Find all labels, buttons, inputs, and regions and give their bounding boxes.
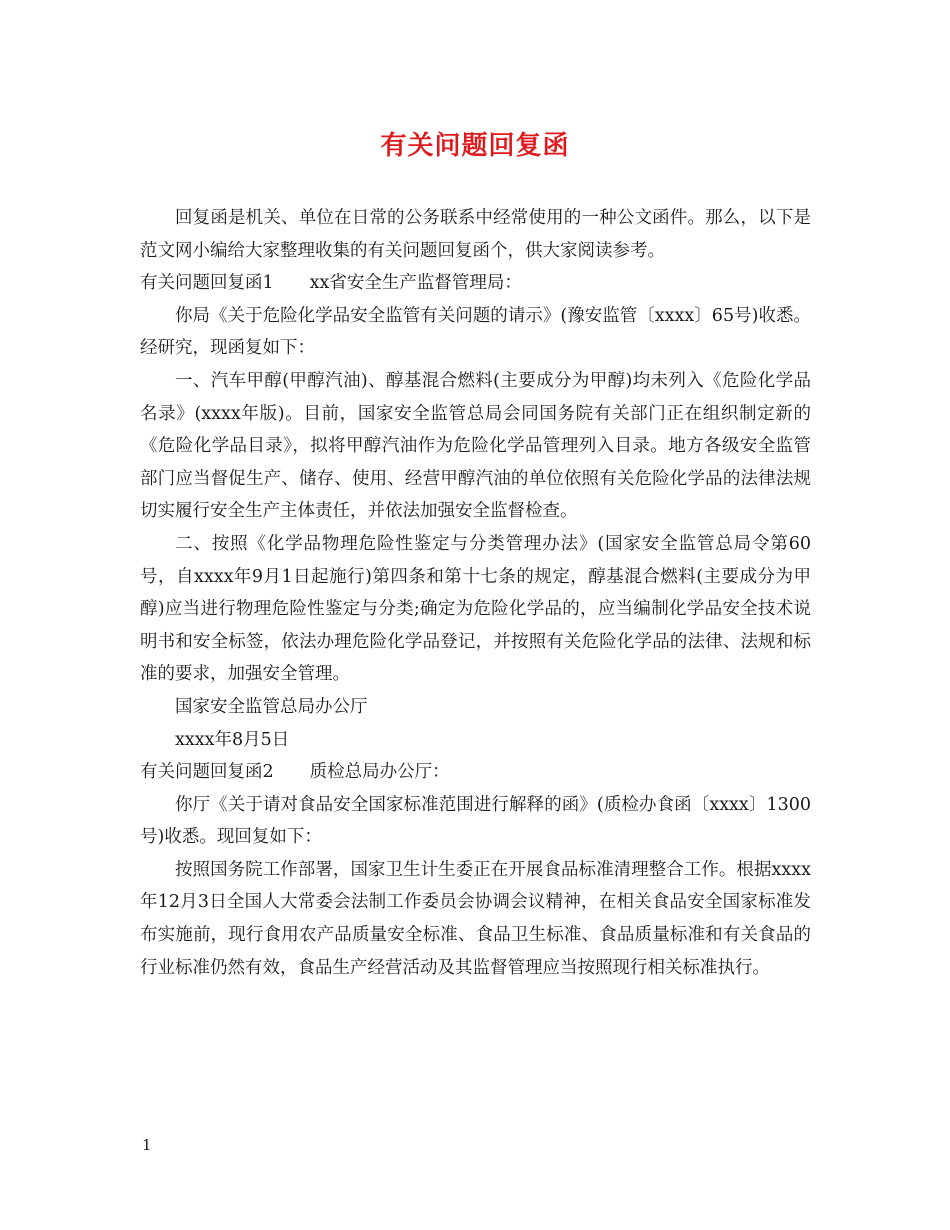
- letter1-paragraph: 你局《关于危险化学品安全监管有关问题的请示》(豫安监管〔xxxx〕65号)收悉。经研究，现函复如下：: [140, 305, 811, 359]
- letter2-heading: [140, 756, 811, 789]
- letter2-heading-label: 有关问题回复函2: [140, 762, 274, 783]
- letter1-paragraph: 一、汽车甲醇(甲醇汽油)、醇基混合燃料(主要成分为甲醇)均未列入《危险化学品名录》(xxxx年版)。目前，国家安全监管总局会同国务院有关部门正在组织制定新的《危险化学品目录》，拟将甲醇汽油作为危险化学品管理列入目录。地方各级安全监管部门应当督促生产、储存、使用、经营甲醇汽油的单位依照有关危险化学品的法律法规切实履行安全生产主体责任，并依法加强安全监督检查。: [140, 370, 811, 522]
- page-number: 1: [142, 1136, 152, 1154]
- letter1-heading: [140, 267, 811, 300]
- letter1-signature: 国家安全监管总局办公厅: [175, 696, 368, 717]
- document-title: 有关问题回复函: [380, 131, 570, 161]
- document-body: [140, 202, 811, 984]
- letter1-paragraph: 二、按照《化学品物理危险性鉴定与分类管理办法》(国家安全监管总局令第60号，自xxxx年9月1日起施行)第四条和第十七条的规定，醇基混合燃料(主要成分为甲醇)应当进行物理危险性鉴定与分类;确定为危险化学品的，应当编制化学品安全技术说明书和安全标签，依法办理危险化学品登记，并按照有关危险化学品的法律、法规和标准的要求，加强安全管理。: [140, 533, 811, 685]
- letter2-paragraph: 按照国务院工作部署，国家卫生计生委正在开展食品标准清理整合工作。根据xxxx年12月3日全国人大常委会法制工作委员会协调会议精神，在相关食品安全国家标准发布实施前，现行食用农产品质量安全标准、食品卫生标准、食品质量标准和有关食品的行业标准仍然有效，食品生产经营活动及其监督管理应当按照现行相关标准执行。: [140, 859, 811, 978]
- intro-paragraph: 回复函是机关、单位在日常的公务联系中经常使用的一种公文函件。那么，以下是范文网小编给大家整理收集的有关问题回复函个，供大家阅读参考。: [140, 208, 811, 261]
- letter2-heading-recipient: 质检总局办公厅：: [309, 762, 450, 783]
- letter1-heading-recipient: xx省安全生产监督管理局：: [309, 273, 522, 294]
- letter1-date: xxxx年8月5日: [175, 729, 290, 750]
- letter2-paragraph: 你厅《关于请对食品安全国家标准范围进行解释的函》(质检办食函〔xxxx〕1300号)收悉。现回复如下：: [140, 794, 811, 848]
- letter1-heading-label: 有关问题回复函1: [140, 273, 274, 294]
